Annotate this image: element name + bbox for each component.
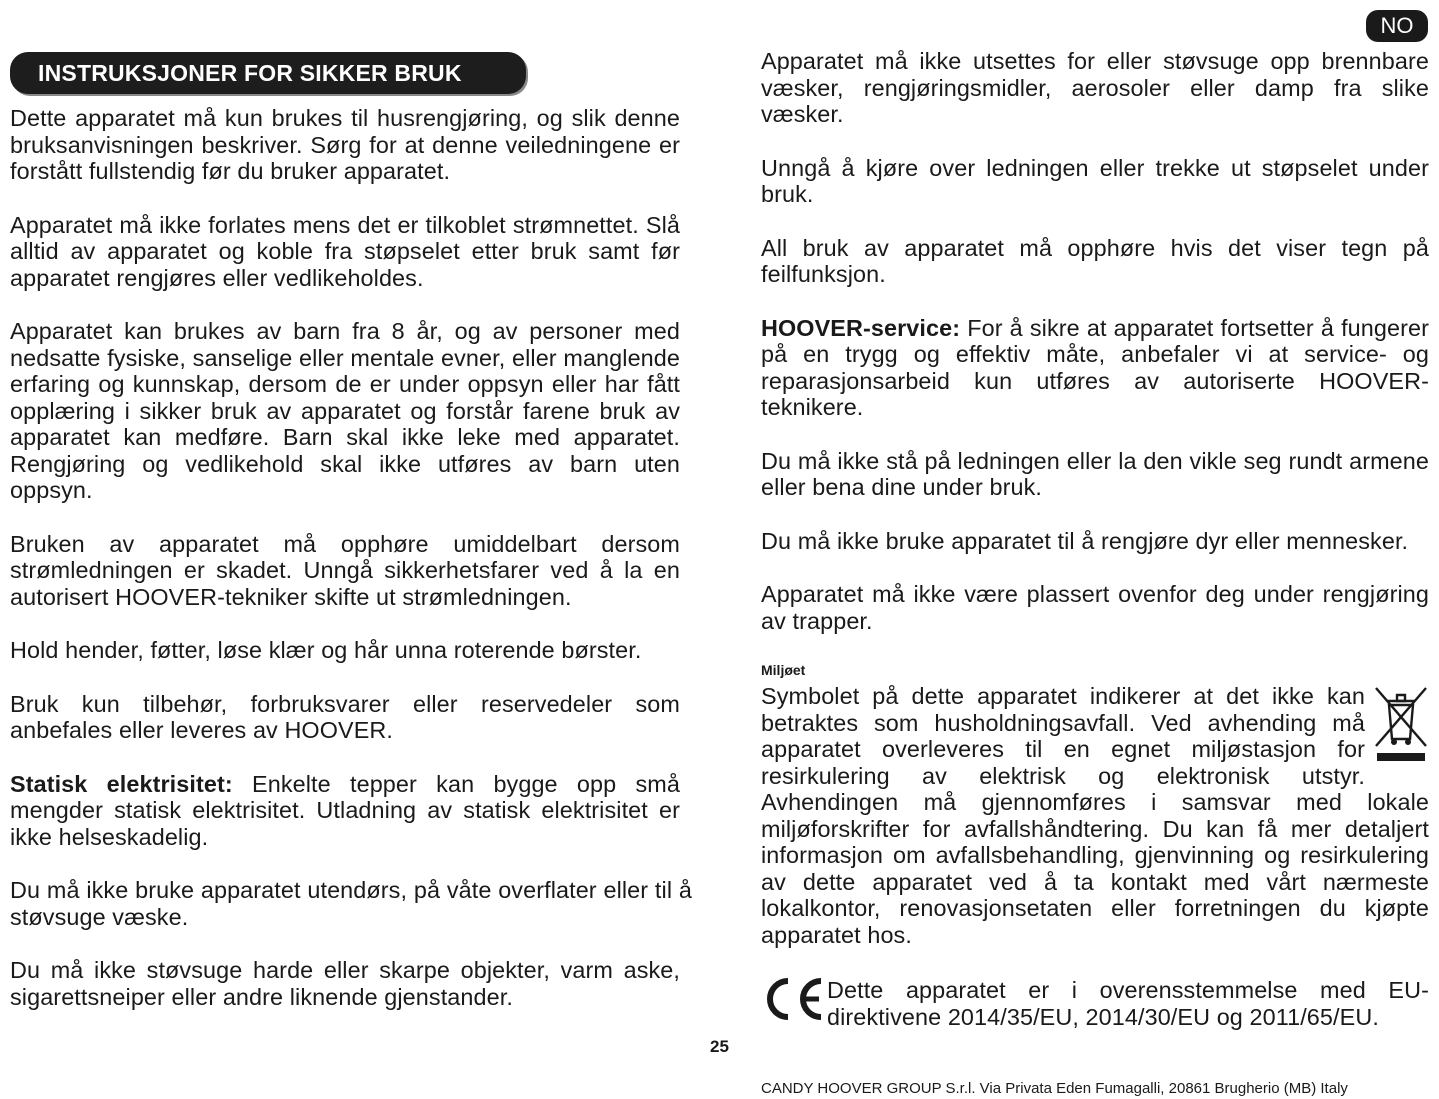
language-badge: NO (1366, 10, 1428, 42)
static-electricity-label: Statisk elektrisitet: (10, 770, 233, 797)
hoover-service-label: HOOVER-service: (761, 314, 961, 341)
paragraph-outdoor-use: Du må ikke bruke apparatet utendørs, på våte overflater eller til å støvsuge væske. (10, 877, 692, 930)
static-electricity-text: Enkelte tepper kan bygge opp små mengder statisk elektrisitet. Utladning av statisk elektrisitet er ikke helseskadelig. (10, 770, 680, 850)
paragraph-hoover-service (761, 315, 1429, 421)
paragraph-children: Apparatet kan brukes av barn fra 8 år, og av personer med nedsatte fysiske, sanselige eller mentale evner, eller manglende erfaring og kunnskap, dersom de er under oppsyn eller har fått opplæring i sikker bruk av apparatet og forstår farene bruk av apparatet kan medføre. Barn skal ikke leke med apparatet. Rengjøring og vedlikehold skal ikke utføres av barn uten oppsyn. (10, 318, 680, 503)
paragraph-intended-use: Dette apparatet må kun brukes til husrengjøring, og slik denne bruksanvisningen beskriver. Sørg for at denne veiledningene er forstått fullstendig før du bruker apparatet. (10, 105, 680, 184)
paragraph-damaged-cord: Bruken av apparatet må opphøre umiddelbart dersom strømledningen er skadet. Unngå sikkerhetsfarer ved å la en autorisert HOOVER-tekniker skifte ut strømledningen. (10, 530, 680, 610)
section-title: INSTRUKSJONER FOR SIKKER BRUK (10, 52, 526, 94)
company-address: CANDY HOOVER GROUP S.r.l. Via Privata Eden Fumagalli, 20861 Brugherio (MB) Italy (761, 1080, 1348, 1097)
paragraph-hard-objects: Du må ikke støvsuge harde eller skarpe objekter, varm aske, sigarettsneiper eller andre liknende gjenstander. (10, 957, 680, 1010)
page-number: 25 (710, 1037, 729, 1056)
paragraph-animals-people: Du må ikke bruke apparatet til å rengjøre dyr eller mennesker. (761, 527, 1409, 554)
paragraph-malfunction: All bruk av apparatet må opphøre hvis det viser tegn på feilfunksjon. (761, 234, 1429, 287)
paragraph-unattended: Apparatet må ikke forlates mens det er tilkoblet strømnettet. Slå alltid av apparatet og koble fra støpselet etter bruk samt før apparatet rengjøres eller vedlikeholdes. (10, 211, 680, 291)
right-column (761, 48, 1429, 1099)
paragraph-stairs: Apparatet må ikke være plassert ovenfor deg under rengjøring av trapper. (761, 581, 1429, 634)
environment-heading: Miljøet (761, 662, 806, 678)
paragraph-static-electricity (10, 771, 680, 851)
crossed-bin-icon (1373, 683, 1429, 763)
ce-mark-icon (761, 975, 825, 1023)
environment-text: Symbolet på dette apparatet indikerer at det ikke kan betraktes som husholdningsavfall. Ved avhending må apparatet overleveres til en egnet miljøstasjon for resirkulering av elektrisk og elektronisk utstyr. Avhendingen må gjennomføres i samsvar med lokale miljøforskrifter for avfallshåndtering. Du kan få mer detaljert informasjon om avfallsbehandling, gjenvinning og resirkulering av dette apparatet ved å ta kontakt med vårt nærmeste lokalkontor, renovasjonsetaten eller forretningen du kjøpte apparatet hos. (761, 683, 1429, 948)
paragraph-cord-wrapping: Du må ikke stå på ledningen eller la den vikle seg rundt armene eller bena dine under bruk. (761, 447, 1429, 500)
paragraph-cord-handling: Unngå å kjøre over ledningen eller trekke ut støpselet under bruk. (761, 154, 1429, 207)
hoover-service-text: For å sikre at apparatet fortsetter å fungerer på en trygg og effektiv måte, anbefaler vi at service- og reparasjonsarbeid kun utføres av autoriserte HOOVER-teknikere. (761, 314, 1429, 420)
paragraph-flammable-liquids: Apparatet må ikke utsettes for eller støvsuge opp brennbare væsker, rengjøringsmidler, aerosoler eller damp fra slike væsker. (761, 48, 1429, 127)
ce-conformity-text: Dette apparatet er i overensstemmelse med EU-direktivene 2014/35/EU, 2014/30/EU og 2011/65/EU. (827, 977, 1429, 1030)
left-column (10, 105, 692, 1037)
environment-section (761, 683, 1429, 948)
paragraph-accessories: Bruk kun tilbehør, forbruksvarer eller reservedeler som anbefales eller leveres av HOOVER. (10, 690, 680, 743)
paragraph-rotating-brushes: Hold hender, føtter, løse klær og hår unna roterende børster. (10, 637, 642, 663)
